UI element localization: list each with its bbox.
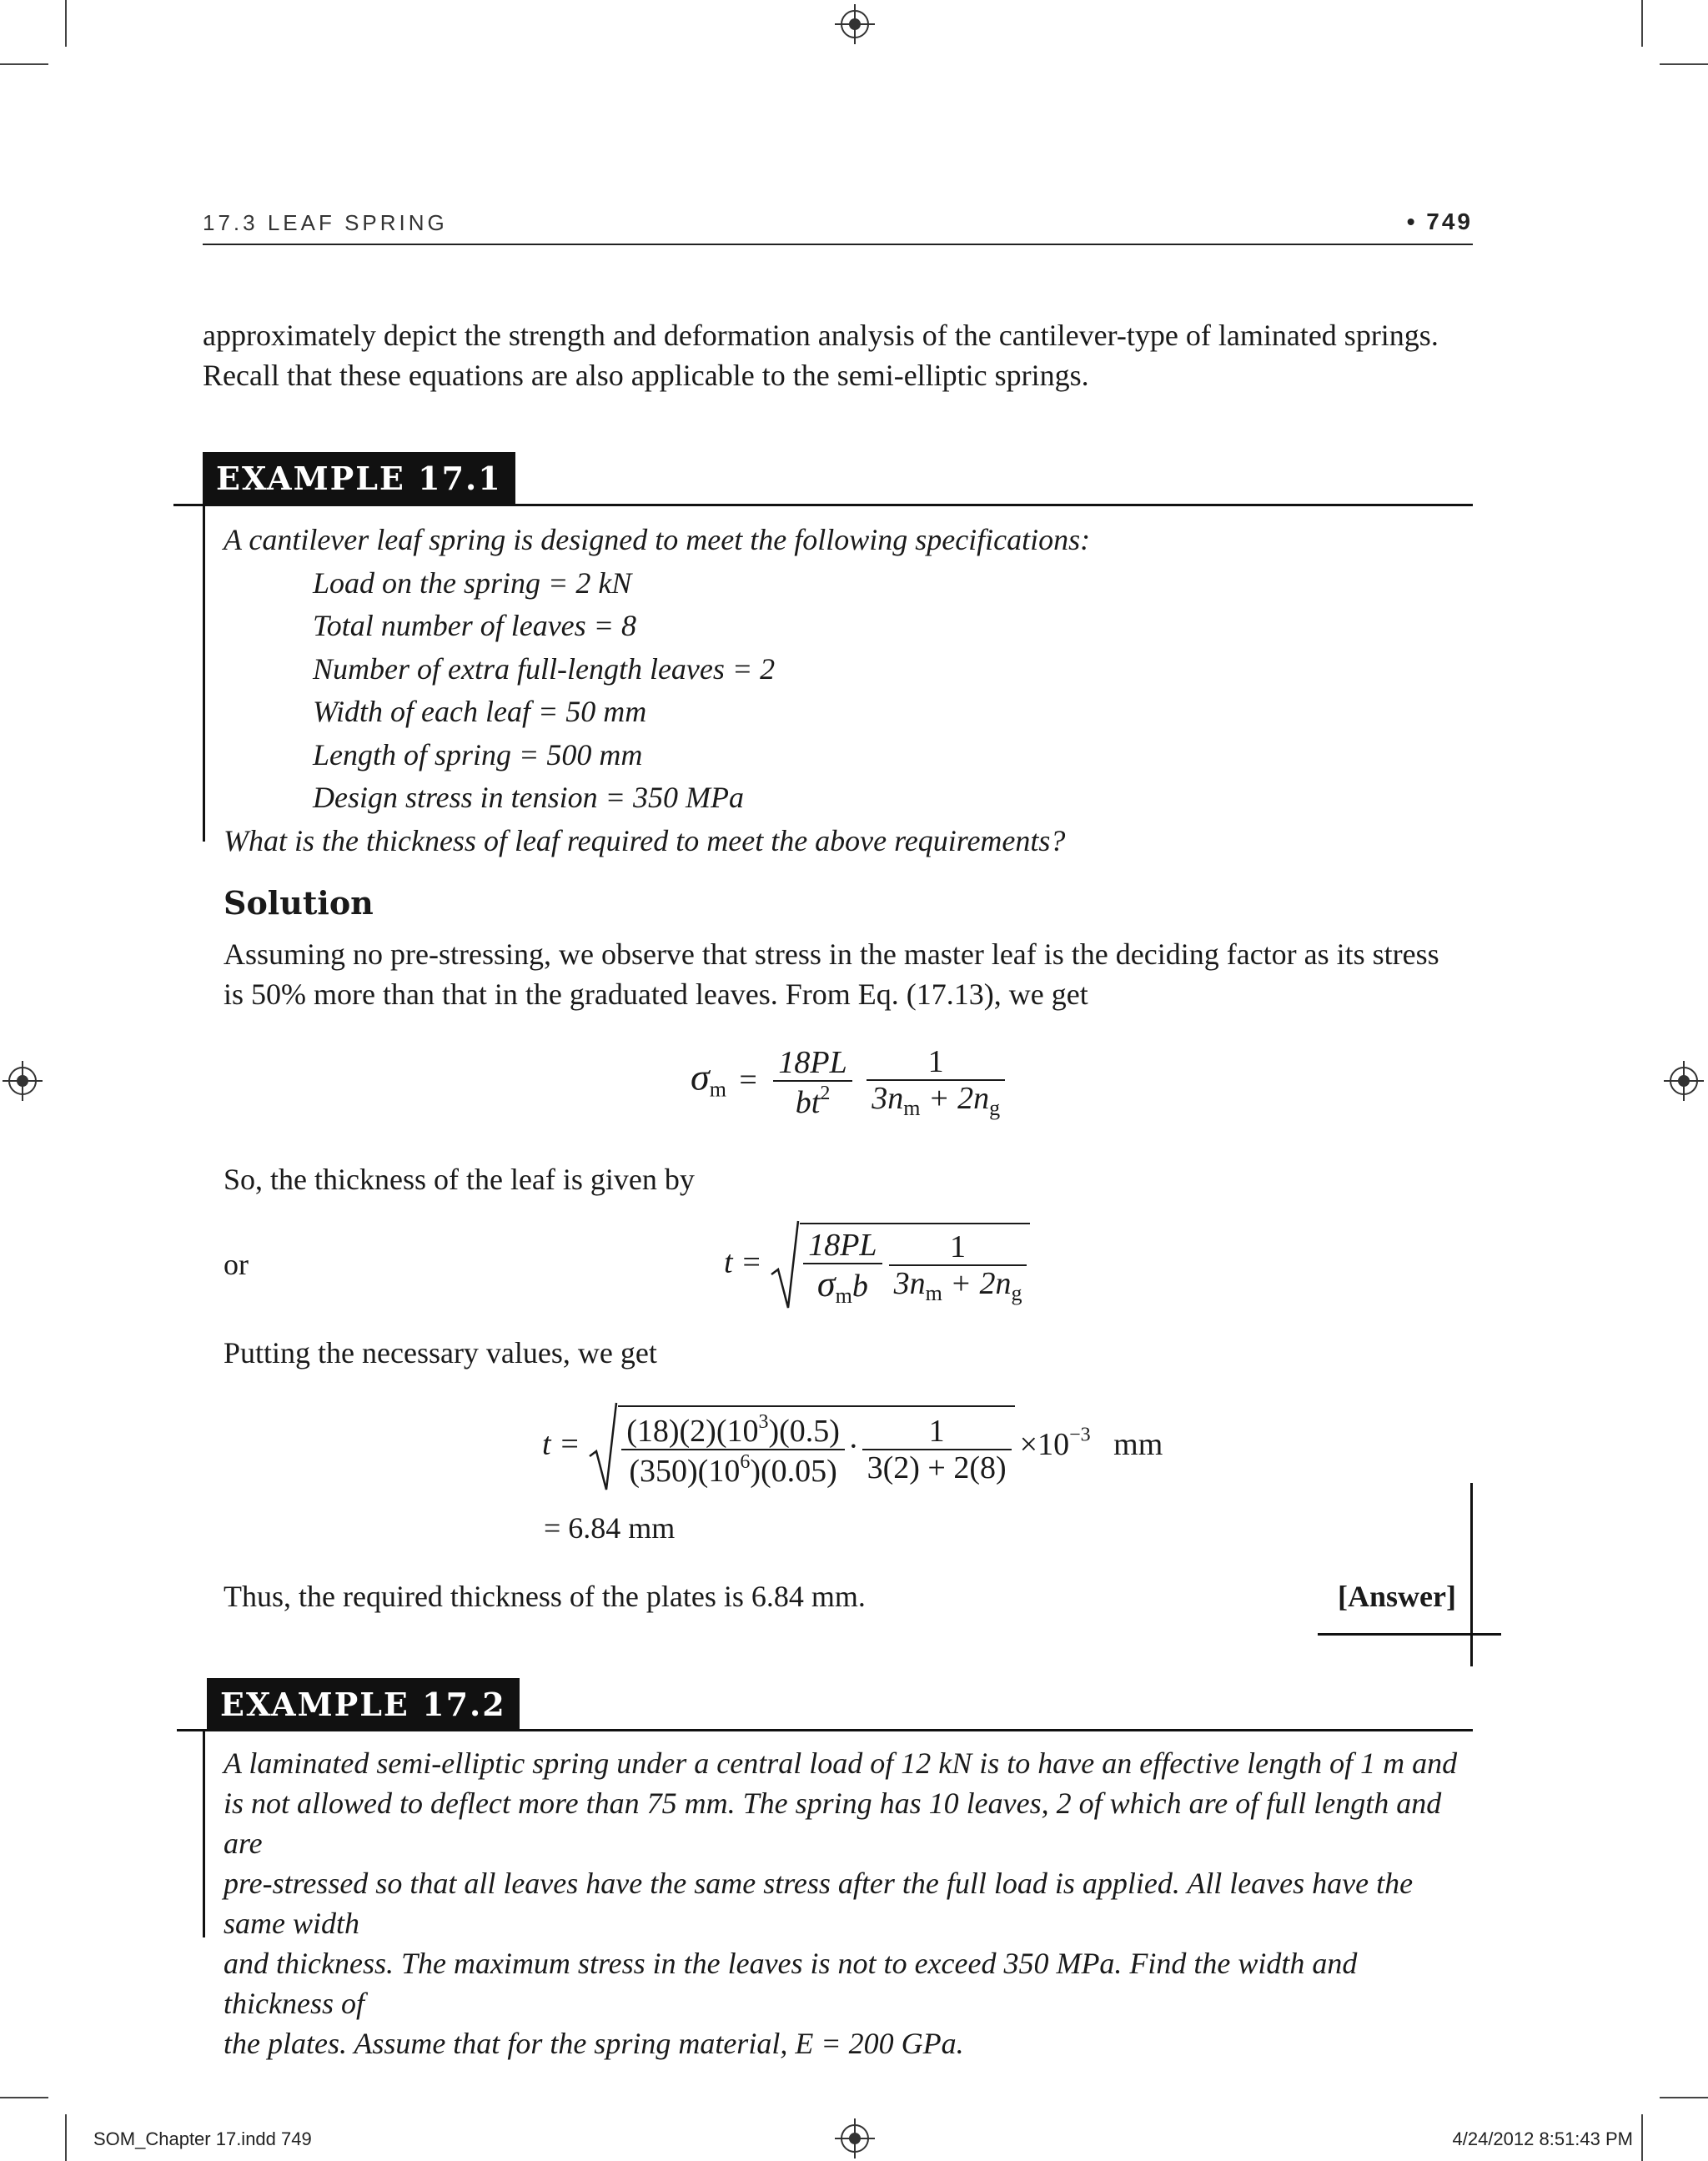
fraction: $\frac{1}{3n_m + 2n_g}$ — [867, 1044, 1005, 1121]
fraction: $\frac{1}{3n_m + 2n_g}$ — [889, 1229, 1027, 1306]
crop-mark — [1660, 2097, 1708, 2098]
thickness-line: So, the thickness of the leaf is given by — [224, 1163, 695, 1196]
putting-line: Putting the necessary values, we get — [224, 1336, 657, 1369]
example-label: EXAMPLE 17.2 — [207, 1678, 520, 1730]
footer-file: SOM_Chapter 17.indd 749 — [93, 2128, 312, 2149]
statement-intro: A cantilever leaf spring is designed to meet the following specifications: — [224, 523, 1091, 556]
question: What is the thickness of leaf required to meet the above requirements? — [224, 823, 1066, 857]
example-rule — [177, 1729, 1473, 1731]
spec-item: Number of extra full-length leaves = 2 — [313, 651, 776, 686]
equation-numeric: t = $\frac{(18)(2)(10^3)(0.5)}{(350)(10^6)(0.05)}$ · $\frac{1}{3(2) + 2(8)}$ $\times 10^{-3}$ mm — [542, 1401, 1163, 1493]
footer-date: 4/24/2012 8:51:43 PM — [1452, 2128, 1633, 2149]
text-line: is 50% more than that in the graduated leaves. From Eq. (17.13), we get — [224, 977, 1088, 1011]
spec-item: Load on the spring = 2 kN — [313, 565, 632, 600]
or-label: or — [224, 1248, 249, 1281]
text-line: pre-stressed so that all leaves have the same stress after the full load is applied. All leaves have the same width — [224, 1867, 1414, 1940]
fraction: $\frac{(18)(2)(10^3)(0.5)}{(350)(10^6)(0.05)}$ — [621, 1410, 845, 1489]
example-sidebar-line — [203, 1729, 205, 1937]
text-line: approximately depict the strength and deformation analysis of the cantilever-type of laminated springs. — [203, 319, 1439, 352]
page-number: • 749 — [1406, 209, 1473, 234]
header-rule — [203, 244, 1473, 245]
sigma-symbol: σ — [691, 1055, 710, 1098]
text-line: A laminated semi-elliptic spring under a central load of 12 kN is to have an effective length of 1 m and — [224, 1746, 1458, 1780]
example-statement — [224, 519, 1474, 862]
radical-icon — [770, 1219, 800, 1311]
registration-mark-icon — [841, 2124, 869, 2153]
equation-thickness: t = $\frac{18PL}{\sigma_mb}$ $\frac{1}{3n_m + 2n_g}$ — [724, 1219, 1030, 1311]
registration-mark-icon — [1670, 1067, 1698, 1095]
radical-icon — [588, 1401, 618, 1493]
crop-mark — [0, 2097, 48, 2098]
text-line: and thickness. The maximum stress in the leaves is not to exceed 350 MPa. Find the width and thickness of — [224, 1947, 1358, 2020]
example-statement — [224, 1743, 1474, 2063]
conclusion: Thus, the required thickness of the plates is 6.84 mm. — [224, 1580, 866, 1613]
example-sidebar-line — [203, 504, 205, 842]
solution-heading: Solution — [224, 884, 374, 922]
fraction: $\frac{18PL}{\sigma_mb}$ — [803, 1228, 882, 1309]
text-line: Recall that these equations are also applicable to the semi-elliptic springs. — [203, 359, 1089, 392]
spec-item: Total number of leaves = 8 — [313, 609, 636, 642]
spec-item: Length of spring = 500 mm — [313, 737, 643, 771]
spec-item: Design stress in tension = 350 MPa — [313, 781, 744, 814]
spec-item: Width of each leaf = 50 mm — [313, 695, 647, 728]
answer-tag: [Answer] — [1338, 1580, 1456, 1613]
registration-mark-icon — [8, 1067, 37, 1095]
text-line: Assuming no pre-stressing, we observe that stress in the master leaf is the deciding factor as its stress — [224, 937, 1439, 971]
answer-rule-horizontal — [1318, 1633, 1501, 1636]
example-label: EXAMPLE 17.1 — [203, 452, 515, 504]
crop-mark — [65, 0, 67, 47]
crop-mark — [1660, 63, 1708, 65]
crop-mark — [1641, 2114, 1643, 2161]
crop-mark — [0, 63, 48, 65]
equation-stress: $\sigma_m$ = $\frac{18PL}{bt^2}$ $\frac{1}{3n_m + 2n_g}$ — [691, 1044, 1008, 1121]
solution-paragraph — [224, 934, 1474, 1014]
crop-mark — [65, 2114, 67, 2161]
registration-mark-icon — [841, 10, 869, 38]
example-rule — [173, 504, 1473, 506]
running-head: 17.3 LEAF SPRING — [203, 210, 448, 235]
intro-paragraph — [203, 315, 1479, 395]
text-line: the plates. Assume that for the spring material, E = 200 GPa. — [224, 2027, 964, 2060]
equation-result: = 6.84 mm — [544, 1511, 676, 1545]
fraction: $\frac{18PL}{bt^2}$ — [773, 1045, 851, 1120]
text-line: is not allowed to deflect more than 75 mm. The spring has 10 leaves, 2 of which are of full length and are — [224, 1787, 1442, 1860]
answer-rule-vertical — [1470, 1483, 1473, 1666]
fraction: $\frac{1}{3(2) + 2(8)}$ — [862, 1414, 1012, 1485]
crop-mark — [1641, 0, 1643, 47]
